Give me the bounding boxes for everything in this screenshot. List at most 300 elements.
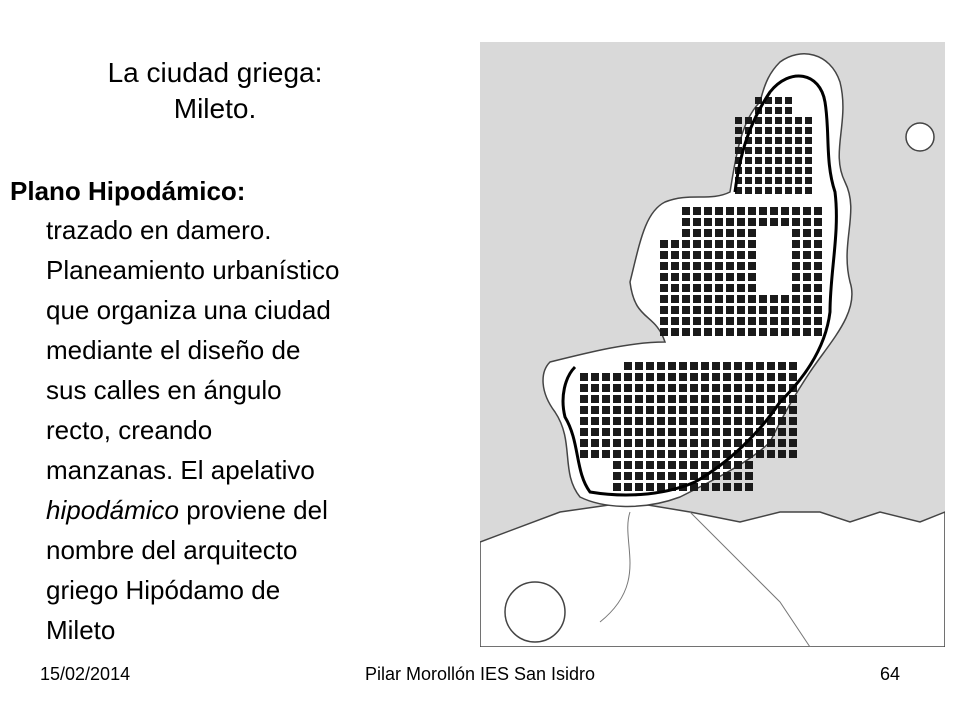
city-block: [792, 240, 800, 248]
city-block: [755, 177, 762, 184]
city-block: [668, 461, 676, 469]
city-block: [668, 373, 676, 381]
city-block: [792, 317, 800, 325]
city-block: [591, 450, 599, 458]
city-block: [712, 395, 720, 403]
city-block: [778, 417, 786, 425]
city-block: [814, 306, 822, 314]
city-block: [657, 406, 665, 414]
city-block: [682, 317, 690, 325]
body-line: recto, creando: [46, 415, 213, 445]
city-block: [803, 328, 811, 336]
city-block: [715, 251, 723, 259]
city-block: [668, 417, 676, 425]
body-line: Mileto: [46, 615, 116, 645]
city-block: [734, 395, 742, 403]
city-block: [748, 328, 756, 336]
city-block: [712, 439, 720, 447]
city-block: [682, 284, 690, 292]
city-block: [704, 229, 712, 237]
city-block: [613, 439, 621, 447]
city-block: [803, 229, 811, 237]
city-block: [701, 417, 709, 425]
city-block: [756, 384, 764, 392]
city-block: [646, 483, 654, 491]
city-block: [781, 295, 789, 303]
city-block: [814, 284, 822, 292]
city-block: [748, 306, 756, 314]
city-block: [814, 295, 822, 303]
city-block: [690, 384, 698, 392]
city-block: [712, 483, 720, 491]
city-block: [775, 187, 782, 194]
city-block: [671, 317, 679, 325]
city-block: [814, 317, 822, 325]
city-block: [805, 157, 812, 164]
city-block: [785, 97, 792, 104]
city-block: [701, 406, 709, 414]
city-block: [748, 295, 756, 303]
city-block: [591, 384, 599, 392]
city-block: [785, 117, 792, 124]
city-block: [602, 406, 610, 414]
city-block: [726, 229, 734, 237]
body-line: Planeamiento urbanístico: [46, 255, 340, 285]
city-block: [679, 406, 687, 414]
city-block: [613, 373, 621, 381]
city-block: [789, 395, 797, 403]
footer-date: 15/02/2014: [40, 664, 131, 684]
city-block: [748, 251, 756, 259]
city-block: [679, 450, 687, 458]
city-block: [613, 483, 621, 491]
city-block: [723, 373, 731, 381]
city-block: [591, 373, 599, 381]
city-block: [748, 273, 756, 281]
city-block: [795, 147, 802, 154]
city-block: [613, 472, 621, 480]
city-block: [767, 450, 775, 458]
city-block: [671, 328, 679, 336]
city-block: [701, 428, 709, 436]
city-block: [704, 328, 712, 336]
city-block: [767, 428, 775, 436]
city-block: [671, 284, 679, 292]
city-block: [781, 328, 789, 336]
city-block: [737, 218, 745, 226]
city-block: [748, 218, 756, 226]
city-block: [613, 450, 621, 458]
city-block: [580, 384, 588, 392]
city-block: [646, 373, 654, 381]
city-block: [712, 428, 720, 436]
city-block: [624, 439, 632, 447]
islet-northeast: [906, 123, 934, 151]
city-block: [580, 406, 588, 414]
city-block: [660, 317, 668, 325]
city-block: [748, 207, 756, 215]
city-block: [660, 240, 668, 248]
city-block: [712, 472, 720, 480]
body-line: nombre del arquitecto: [46, 535, 298, 565]
city-block: [805, 117, 812, 124]
city-block: [734, 472, 742, 480]
city-block: [745, 187, 752, 194]
city-block: [679, 362, 687, 370]
city-block: [712, 417, 720, 425]
city-block: [690, 461, 698, 469]
city-block: [726, 251, 734, 259]
city-block: [767, 362, 775, 370]
body-line: trazado en damero.: [46, 215, 272, 245]
city-block: [657, 483, 665, 491]
city-block: [767, 384, 775, 392]
city-block: [591, 428, 599, 436]
city-block: [690, 362, 698, 370]
city-block: [759, 328, 767, 336]
city-block: [792, 218, 800, 226]
city-block: [701, 483, 709, 491]
city-block: [726, 284, 734, 292]
city-block: [602, 373, 610, 381]
city-block: [657, 472, 665, 480]
city-block: [723, 439, 731, 447]
city-block: [704, 218, 712, 226]
city-block: [660, 262, 668, 270]
city-block: [671, 273, 679, 281]
title-line-1: La ciudad griega:: [107, 57, 323, 88]
city-block: [755, 157, 762, 164]
city-block: [646, 362, 654, 370]
city-block: [591, 406, 599, 414]
city-block: [715, 229, 723, 237]
city-block: [755, 147, 762, 154]
city-block: [805, 177, 812, 184]
city-block: [759, 317, 767, 325]
city-block: [690, 417, 698, 425]
city-block: [805, 127, 812, 134]
city-block: [737, 295, 745, 303]
city-block: [682, 207, 690, 215]
city-block: [778, 373, 786, 381]
city-block: [795, 187, 802, 194]
city-block: [704, 284, 712, 292]
city-block: [789, 373, 797, 381]
body-line: griego Hipódamo de: [46, 575, 281, 605]
city-block: [789, 439, 797, 447]
city-block: [785, 107, 792, 114]
title-line-2: Mileto.: [173, 93, 257, 124]
city-block: [657, 417, 665, 425]
city-block: [789, 362, 797, 370]
city-block: [715, 207, 723, 215]
city-block: [781, 218, 789, 226]
city-block: [789, 406, 797, 414]
city-block: [613, 417, 621, 425]
city-block: [803, 295, 811, 303]
city-block: [635, 472, 643, 480]
city-block: [765, 117, 772, 124]
city-block: [803, 262, 811, 270]
city-block: [682, 240, 690, 248]
city-block: [755, 97, 762, 104]
city-block: [682, 306, 690, 314]
city-block: [765, 137, 772, 144]
city-block: [775, 147, 782, 154]
city-block: [701, 461, 709, 469]
city-block: [602, 417, 610, 425]
city-block: [723, 472, 731, 480]
city-block: [745, 373, 753, 381]
city-block: [646, 395, 654, 403]
city-block: [778, 406, 786, 414]
city-block: [785, 137, 792, 144]
city-block: [792, 328, 800, 336]
city-block: [770, 328, 778, 336]
city-block: [745, 117, 752, 124]
city-block: [679, 384, 687, 392]
city-block: [778, 450, 786, 458]
city-block: [781, 317, 789, 325]
city-block: [613, 428, 621, 436]
city-block: [712, 406, 720, 414]
city-block: [785, 157, 792, 164]
city-block: [803, 207, 811, 215]
city-block: [602, 428, 610, 436]
city-block: [723, 428, 731, 436]
city-block: [679, 417, 687, 425]
city-block: [745, 417, 753, 425]
city-block: [591, 439, 599, 447]
city-block: [803, 317, 811, 325]
city-block: [805, 137, 812, 144]
city-block: [745, 147, 752, 154]
city-block: [759, 306, 767, 314]
city-block: [690, 395, 698, 403]
city-block: [756, 395, 764, 403]
city-block: [693, 306, 701, 314]
city-block: [735, 137, 742, 144]
city-block: [657, 450, 665, 458]
city-block: [748, 284, 756, 292]
city-block: [580, 450, 588, 458]
city-block: [770, 306, 778, 314]
city-block: [624, 384, 632, 392]
city-block: [756, 439, 764, 447]
city-block: [646, 450, 654, 458]
city-block: [580, 417, 588, 425]
city-block: [712, 384, 720, 392]
city-block: [792, 284, 800, 292]
city-block: [701, 395, 709, 403]
city-block: [726, 207, 734, 215]
city-block: [660, 306, 668, 314]
city-block: [792, 295, 800, 303]
city-block: [803, 240, 811, 248]
city-block: [679, 395, 687, 403]
city-block: [745, 406, 753, 414]
city-block: [712, 373, 720, 381]
city-block: [693, 317, 701, 325]
city-block: [671, 251, 679, 259]
city-block: [726, 306, 734, 314]
city-block: [792, 306, 800, 314]
city-block: [671, 306, 679, 314]
city-block: [646, 384, 654, 392]
city-block: [660, 328, 668, 336]
city-block: [715, 218, 723, 226]
city-block: [745, 167, 752, 174]
city-block: [759, 218, 767, 226]
city-block: [668, 439, 676, 447]
city-block: [657, 439, 665, 447]
city-block: [778, 362, 786, 370]
city-block: [635, 362, 643, 370]
city-block: [814, 229, 822, 237]
city-block: [624, 450, 632, 458]
city-block: [660, 251, 668, 259]
city-block: [795, 137, 802, 144]
city-block: [668, 428, 676, 436]
city-block: [726, 262, 734, 270]
city-block: [748, 240, 756, 248]
city-block: [814, 273, 822, 281]
city-block: [690, 373, 698, 381]
city-block: [591, 417, 599, 425]
city-block: [745, 450, 753, 458]
city-block: [745, 384, 753, 392]
city-block: [778, 439, 786, 447]
city-block: [765, 127, 772, 134]
city-block: [693, 251, 701, 259]
city-block: [646, 428, 654, 436]
city-block: [657, 384, 665, 392]
city-block: [775, 177, 782, 184]
city-block: [775, 117, 782, 124]
city-block: [657, 373, 665, 381]
city-block: [785, 167, 792, 174]
city-block: [765, 187, 772, 194]
city-block: [734, 428, 742, 436]
city-block: [803, 284, 811, 292]
city-block: [775, 127, 782, 134]
city-block: [755, 137, 762, 144]
city-block: [704, 262, 712, 270]
city-block: [745, 395, 753, 403]
city-block: [803, 218, 811, 226]
city-block: [770, 207, 778, 215]
city-block: [770, 295, 778, 303]
city-block: [814, 207, 822, 215]
city-block: [624, 472, 632, 480]
city-block: [792, 273, 800, 281]
city-block: [723, 384, 731, 392]
city-block: [814, 328, 822, 336]
city-block: [693, 240, 701, 248]
city-block: [580, 395, 588, 403]
city-block: [690, 406, 698, 414]
city-block: [668, 395, 676, 403]
city-block: [745, 461, 753, 469]
city-block: [755, 187, 762, 194]
city-block: [624, 362, 632, 370]
city-block: [748, 262, 756, 270]
city-block: [635, 384, 643, 392]
city-block: [737, 207, 745, 215]
city-block: [778, 384, 786, 392]
city-block: [765, 147, 772, 154]
city-block: [770, 218, 778, 226]
city-block: [624, 406, 632, 414]
city-block: [734, 461, 742, 469]
city-block: [785, 187, 792, 194]
city-block: [635, 428, 643, 436]
city-block: [693, 328, 701, 336]
city-block: [693, 229, 701, 237]
city-block: [726, 328, 734, 336]
city-block: [580, 428, 588, 436]
city-block: [690, 472, 698, 480]
city-block: [745, 362, 753, 370]
city-block: [723, 417, 731, 425]
footer-author: Pilar Morollón IES San Isidro: [364, 664, 596, 684]
city-block: [789, 417, 797, 425]
city-block: [737, 273, 745, 281]
city-block: [704, 240, 712, 248]
city-block: [789, 450, 797, 458]
city-block: [613, 406, 621, 414]
city-block: [803, 251, 811, 259]
city-block: [737, 229, 745, 237]
city-block: [602, 395, 610, 403]
city-block: [679, 428, 687, 436]
city-block: [704, 273, 712, 281]
city-block: [682, 251, 690, 259]
city-block: [805, 187, 812, 194]
city-block: [679, 439, 687, 447]
city-block: [646, 417, 654, 425]
city-block: [792, 229, 800, 237]
city-block: [814, 240, 822, 248]
city-block: [789, 428, 797, 436]
city-block: [723, 406, 731, 414]
city-block: [624, 395, 632, 403]
city-block: [624, 373, 632, 381]
city-block: [795, 177, 802, 184]
city-block: [715, 240, 723, 248]
city-block: [624, 428, 632, 436]
city-block: [745, 177, 752, 184]
city-block: [765, 177, 772, 184]
city-block: [726, 240, 734, 248]
city-block: [701, 373, 709, 381]
city-block: [734, 417, 742, 425]
city-block: [624, 417, 632, 425]
city-block: [602, 450, 610, 458]
mileto-map-image: [480, 42, 945, 647]
city-block: [723, 362, 731, 370]
city-block: [756, 362, 764, 370]
city-block: [734, 373, 742, 381]
city-block: [775, 167, 782, 174]
city-block: [756, 373, 764, 381]
city-block: [805, 167, 812, 174]
city-block: [701, 439, 709, 447]
city-block: [704, 251, 712, 259]
city-block: [635, 461, 643, 469]
city-block: [737, 317, 745, 325]
city-block: [765, 157, 772, 164]
